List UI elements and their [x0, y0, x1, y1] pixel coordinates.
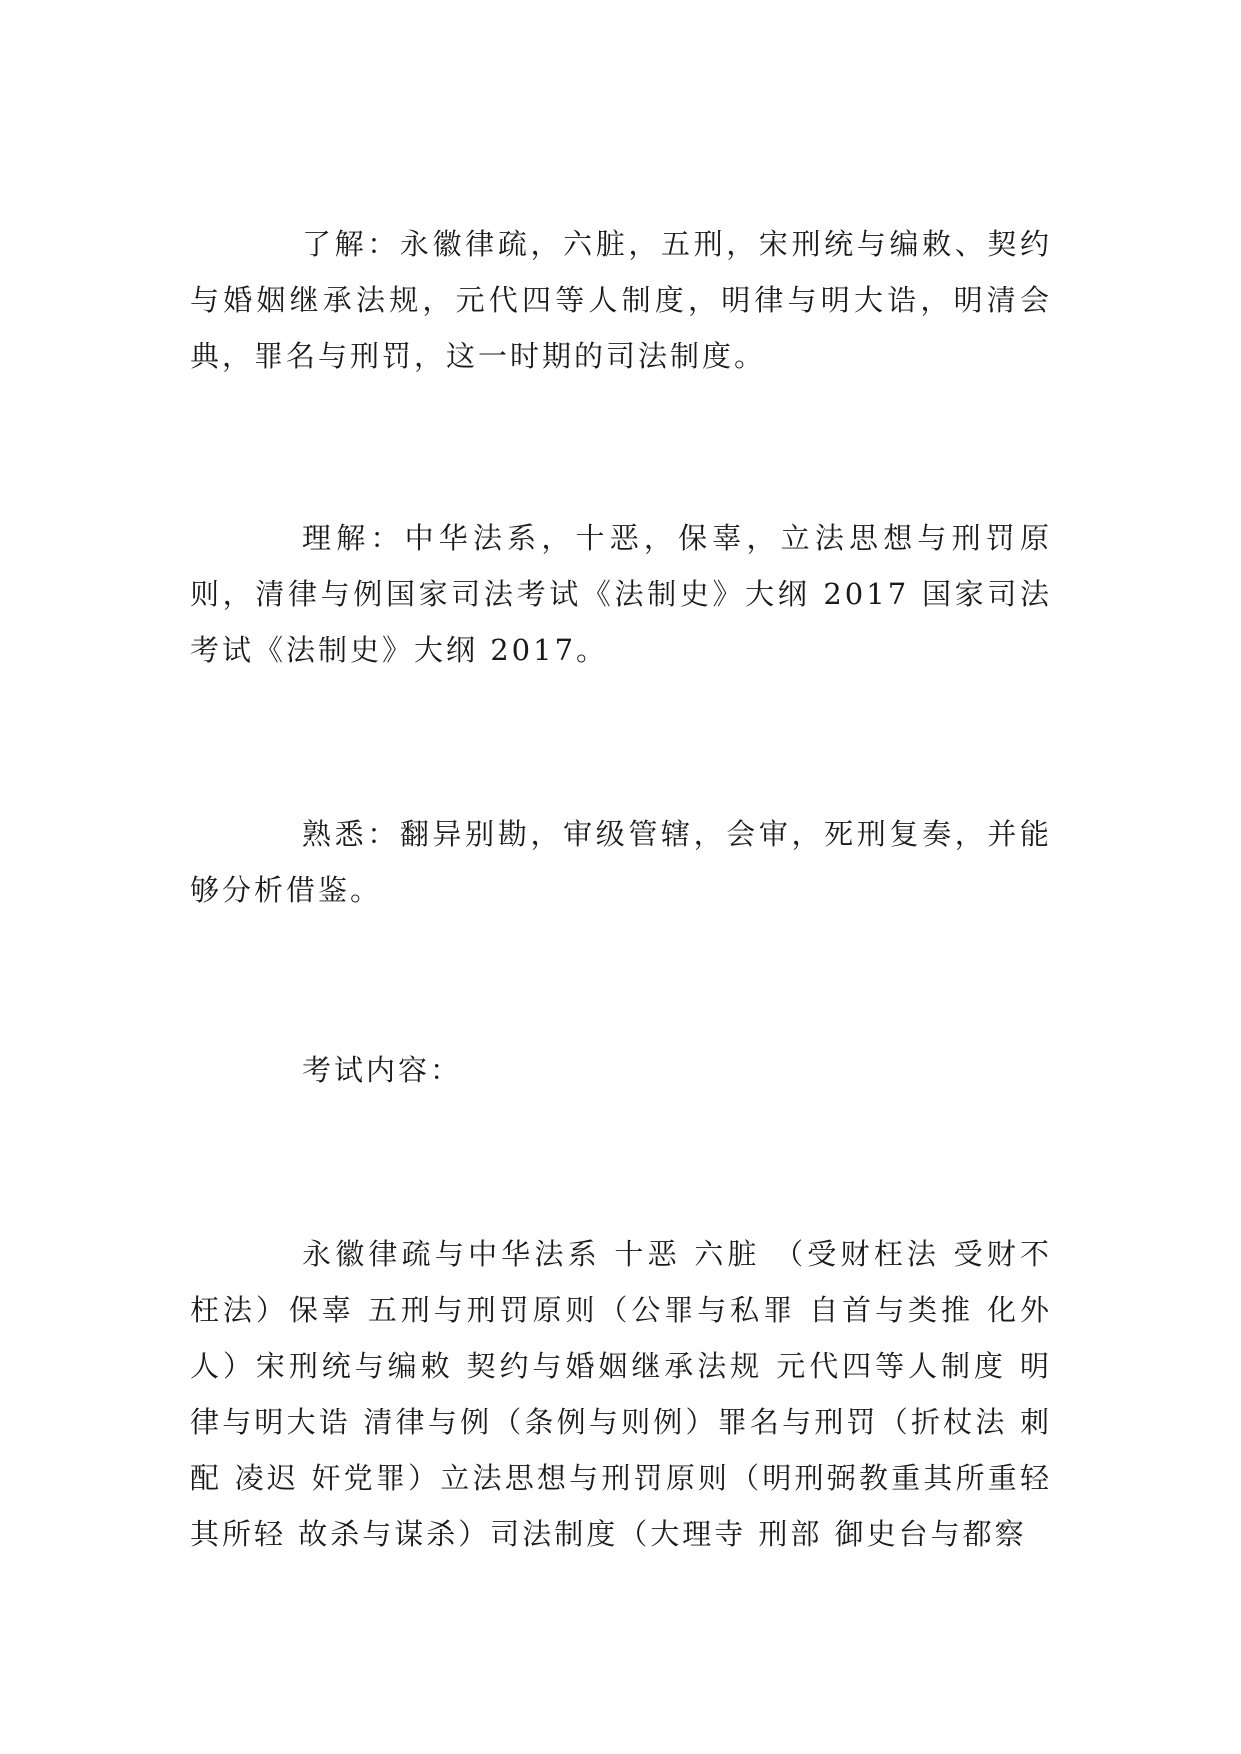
paragraph-exam-content-heading: 考试内容：	[302, 1053, 463, 1087]
paragraph-comprehend: 理解：中华法系，十恶，保辜，立法思想与刑罚原则，清律与例国家司法考试《法制史》大纲 2017 国家司法考试《法制史》大纲 2017。	[190, 521, 1052, 667]
paragraph-understand-basics: 了解：永徽律疏，六脏，五刑，宋刑统与编敕、契约与婚姻继承法规，元代四等人制度，明律与明大诰，明清会典，罪名与刑罚，这一时期的司法制度。	[190, 227, 1052, 373]
paragraph-familiar: 熟悉：翻异别勘，审级管辖，会审，死刑复奏，并能够分析借鉴。	[190, 817, 1052, 907]
paragraph-exam-content-body: 永徽律疏与中华法系 十恶 六脏 （受财枉法 受财不枉法）保辜 五刑与刑罚原则（公罪与私罪 自首与类推 化外人）宋刑统与编敕 契约与婚姻继承法规 元代四等人制度 明律与明大诰 清律与例（条例与则例）罪名与刑罚（折杖法 刺配 凌迟 奸党罪）立法思想与刑罚原则（明刑弼教重其所重轻其所轻 故杀与谋杀）司法制度（大理寺 刑部 御史台与都察	[190, 1237, 1052, 1551]
